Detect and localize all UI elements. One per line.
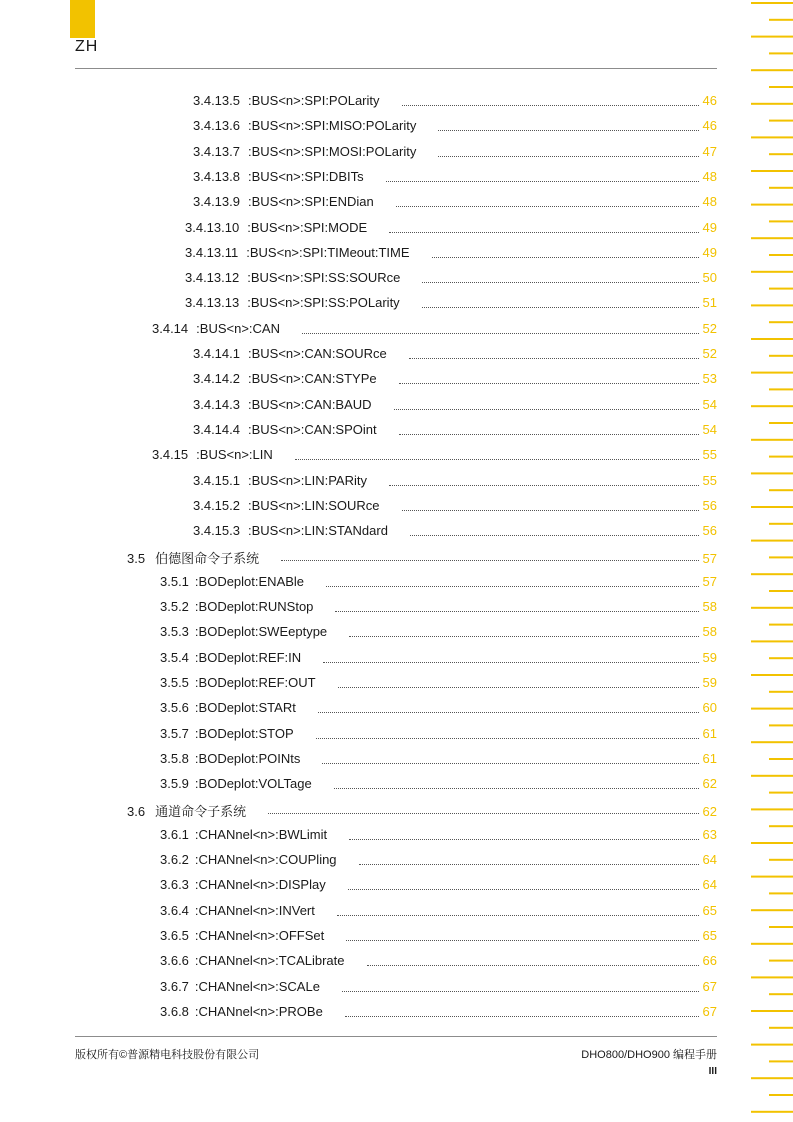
toc-title: :BODeplot:POINts	[194, 750, 301, 766]
toc-entry[interactable]	[185, 295, 717, 313]
toc-title: :BUS<n>:CAN:STYPe	[248, 371, 377, 387]
toc-leader-dots	[396, 194, 699, 207]
toc-title: :BUS<n>:SPI:SS:POLarity	[247, 295, 400, 311]
toc-page-number[interactable]: 59	[702, 674, 717, 690]
toc-leader-dots	[422, 270, 699, 283]
toc-entry[interactable]	[185, 270, 717, 288]
toc-number: 3.4.13.6	[193, 118, 240, 134]
header-rule	[75, 68, 717, 69]
toc-entry[interactable]	[160, 928, 717, 946]
toc-leader-dots	[409, 346, 699, 359]
toc-page-number[interactable]: 62	[702, 776, 717, 792]
toc-number: 3.4.13.7	[193, 143, 240, 159]
toc-number: 3.6.7	[160, 978, 189, 994]
toc-number: 3.4.13.13	[185, 295, 240, 311]
toc-leader-dots	[359, 852, 699, 865]
toc-leader-dots	[394, 397, 699, 410]
toc-page-number[interactable]: 49	[702, 219, 717, 235]
toc-page-number[interactable]: 55	[702, 447, 717, 463]
toc-title: :CHANnel<n>:TCALibrate	[194, 953, 345, 969]
toc-number: 3.6.8	[160, 1003, 189, 1019]
toc-entry[interactable]	[127, 548, 717, 566]
toc-page-number[interactable]: 64	[702, 877, 717, 893]
toc-leader-dots	[318, 700, 699, 713]
toc-entry[interactable]	[193, 371, 717, 389]
toc-number: 3.5.6	[160, 700, 189, 716]
toc-page-number[interactable]: 58	[702, 599, 717, 614]
toc-title: :BUS<n>:CAN	[196, 320, 280, 336]
toc-page-number[interactable]: 67	[702, 978, 717, 994]
decorative-stripes	[751, 0, 793, 1122]
toc-leader-dots	[349, 624, 699, 637]
toc-leader-dots	[386, 169, 699, 182]
toc-leader-dots	[349, 827, 699, 840]
toc-leader-dots	[438, 144, 699, 157]
toc-title: :BUS<n>:LIN:SOURce	[248, 497, 380, 513]
toc-leader-dots	[432, 245, 699, 258]
toc-entry[interactable]	[193, 498, 717, 516]
toc-entry[interactable]	[152, 447, 717, 465]
page-number: III	[708, 1066, 717, 1077]
toc-leader-dots	[334, 776, 699, 789]
toc-title: :BUS<n>:LIN	[196, 447, 273, 463]
toc-title: :BUS<n>:SPI:MISO:POLarity	[248, 118, 417, 134]
toc-page-number[interactable]: 59	[702, 649, 717, 665]
toc-page-number[interactable]: 66	[702, 953, 717, 969]
toc-entry[interactable]	[160, 675, 717, 693]
toc-page-number[interactable]: 48	[702, 168, 717, 184]
toc-page-number[interactable]: 64	[702, 852, 717, 867]
toc-page-number[interactable]: 60	[702, 700, 717, 716]
toc-number: 3.4.14.1	[193, 346, 240, 361]
toc-title: :BUS<n>:CAN:SPOint	[248, 421, 377, 437]
toc-number: 3.4.15.2	[193, 497, 240, 513]
toc-entry[interactable]	[185, 220, 717, 238]
toc-page-number[interactable]: 67	[702, 1003, 717, 1019]
toc-title: :BUS<n>:SPI:POLarity	[248, 93, 380, 108]
toc-leader-dots	[367, 953, 700, 966]
toc-number: 3.4.14.2	[193, 371, 240, 387]
toc-title: :CHANnel<n>:COUPling	[194, 852, 337, 867]
toc-title: :BODeplot:ENABle	[194, 573, 305, 589]
toc-entry[interactable]	[193, 118, 717, 136]
toc-number: 3.5.1	[160, 573, 189, 589]
toc-leader-dots	[389, 473, 699, 486]
toc-entry[interactable]	[160, 776, 717, 794]
toc-leader-dots	[402, 93, 699, 106]
toc-number: 3.6.6	[160, 953, 189, 969]
toc-number: 3.4.13.5	[193, 93, 240, 108]
toc-page-number[interactable]: 62	[702, 804, 717, 820]
toc-number: 3.4.13.10	[185, 219, 240, 235]
toc-title: 通道命令子系统	[155, 804, 247, 820]
footer-rule	[75, 1036, 717, 1037]
toc-page-number[interactable]: 63	[702, 826, 717, 842]
toc-page-number[interactable]: 55	[702, 472, 717, 488]
toc-leader-dots	[323, 650, 699, 663]
toc-title: :BODeplot:VOLTage	[194, 776, 312, 792]
toc-page-number[interactable]: 47	[702, 143, 717, 159]
toc-leader-dots	[302, 321, 699, 334]
toc-entry[interactable]	[160, 877, 717, 895]
toc-page-number[interactable]: 54	[702, 421, 717, 437]
toc-number: 3.5.4	[160, 649, 189, 665]
toc-page-number[interactable]: 49	[702, 244, 717, 260]
toc-title: :CHANnel<n>:BWLimit	[194, 826, 328, 842]
toc-number: 3.4.13.9	[193, 194, 240, 210]
toc-entry[interactable]	[160, 903, 717, 921]
toc-number: 3.5.8	[160, 750, 189, 766]
copyright-text: 版权所有©普源精电科技股份有限公司	[75, 1049, 260, 1061]
toc-title: :BUS<n>:SPI:ENDian	[248, 194, 374, 210]
toc-number: 3.4.15.1	[193, 472, 240, 488]
toc-page-number[interactable]: 58	[702, 624, 717, 640]
toc-title: :BODeplot:STARt	[194, 700, 296, 716]
toc-title: :BODeplot:REF:OUT	[194, 674, 316, 690]
toc-number: 3.4.13.12	[185, 270, 240, 286]
toc-number: 3.4.14	[152, 320, 189, 336]
toc-entry[interactable]	[193, 169, 717, 187]
toc-number: 3.6.2	[160, 852, 189, 867]
toc-leader-dots	[438, 118, 699, 131]
toc-number: 3.6	[127, 804, 146, 820]
toc-page-number[interactable]: 46	[702, 93, 717, 108]
toc-entry[interactable]	[193, 93, 717, 111]
toc-page-number[interactable]: 61	[702, 725, 717, 741]
toc-number: 3.5.7	[160, 725, 189, 741]
toc-entry[interactable]	[160, 599, 717, 617]
toc-title: :BUS<n>:CAN:BAUD	[248, 396, 372, 412]
toc-title: :BUS<n>:CAN:SOURce	[248, 346, 387, 361]
toc-title: :BUS<n>:LIN:STANdard	[248, 523, 388, 539]
toc-leader-dots	[422, 295, 699, 308]
toc-page-number[interactable]: 54	[702, 396, 717, 412]
toc-leader-dots	[402, 498, 700, 511]
toc-entry[interactable]	[152, 321, 717, 339]
toc-page-number[interactable]: 61	[702, 750, 717, 766]
toc-title: :BUS<n>:LIN:PARity	[248, 472, 367, 488]
toc-title: :BUS<n>:SPI:SS:SOURce	[247, 270, 401, 286]
toc-entry[interactable]	[160, 751, 717, 769]
toc-number: 3.6.4	[160, 902, 189, 918]
toc-entry[interactable]	[160, 574, 717, 592]
toc-number: 3.4.14.4	[193, 421, 240, 437]
toc-entry[interactable]	[160, 979, 717, 997]
toc-page-number[interactable]: 51	[702, 295, 717, 311]
toc-page-number[interactable]: 53	[702, 371, 717, 387]
toc-leader-dots	[342, 979, 699, 992]
toc-leader-dots	[326, 574, 699, 587]
toc-entry[interactable]	[193, 144, 717, 162]
toc-number: 3.4.15.3	[193, 523, 240, 539]
toc-leader-dots	[346, 928, 699, 941]
toc-entry[interactable]	[160, 624, 717, 642]
toc-entry[interactable]	[160, 953, 717, 971]
toc-title: :BODeplot:RUNStop	[194, 599, 314, 614]
toc-number: 3.4.13.8	[193, 168, 240, 184]
toc-number: 3.5.5	[160, 674, 189, 690]
yellow-corner-tab	[70, 0, 95, 38]
toc-leader-dots	[268, 801, 699, 814]
toc-title: :BUS<n>:SPI:TIMeout:TIME	[246, 244, 410, 260]
toc-entry[interactable]	[160, 700, 717, 718]
toc-title: :BODeplot:SWEeptype	[194, 624, 328, 640]
toc-leader-dots	[410, 523, 699, 536]
toc-page-number[interactable]: 50	[702, 270, 717, 286]
toc-title: :CHANnel<n>:PROBe	[194, 1003, 323, 1019]
toc-entry[interactable]	[193, 194, 717, 212]
toc-number: 3.5.2	[160, 599, 189, 614]
toc-entry[interactable]	[160, 650, 717, 668]
toc-leader-dots	[316, 726, 699, 739]
toc-title: 伯德图命令子系统	[155, 551, 260, 567]
toc-title: :BODeplot:REF:IN	[194, 649, 302, 665]
toc-entry[interactable]	[193, 346, 717, 364]
toc-page-number[interactable]: 65	[702, 927, 717, 943]
toc-title: :BUS<n>:SPI:DBITs	[248, 168, 364, 184]
toc-number: 3.4.13.11	[185, 244, 239, 260]
toc-title: :BODeplot:STOP	[194, 725, 294, 741]
language-label: ZH	[75, 38, 99, 55]
toc-number: 3.6.5	[160, 927, 189, 943]
toc-page-number[interactable]: 65	[702, 902, 717, 918]
toc-entry[interactable]	[160, 1004, 717, 1022]
toc-leader-dots	[295, 447, 699, 460]
toc-page-number[interactable]: 57	[702, 573, 717, 589]
toc-entry[interactable]	[160, 726, 717, 744]
toc-page-number[interactable]: 57	[702, 551, 717, 567]
toc-leader-dots	[322, 751, 699, 764]
toc-number: 3.4.14.3	[193, 396, 240, 412]
toc-page-number[interactable]: 46	[702, 118, 717, 134]
toc-leader-dots	[345, 1004, 699, 1017]
toc-title: :BUS<n>:SPI:MOSI:POLarity	[248, 143, 417, 159]
toc-page-number[interactable]: 56	[702, 523, 717, 539]
toc-number: 3.5.3	[160, 624, 189, 640]
toc-number: 3.6.1	[160, 826, 189, 842]
toc-leader-dots	[389, 220, 699, 233]
toc-title: :CHANnel<n>:SCALe	[194, 978, 320, 994]
toc-number: 3.6.3	[160, 877, 189, 893]
toc-entry[interactable]	[160, 852, 717, 870]
toc-entry[interactable]	[127, 801, 717, 819]
toc-page-number[interactable]: 56	[702, 497, 717, 513]
toc-leader-dots	[399, 371, 699, 384]
manual-title: DHO800/DHO900 编程手册	[581, 1049, 717, 1061]
toc-page-number[interactable]: 48	[702, 194, 717, 210]
toc-page-number[interactable]: 52	[702, 346, 717, 361]
toc-entry[interactable]	[193, 473, 717, 491]
toc-leader-dots	[338, 675, 699, 688]
toc-entry[interactable]	[160, 827, 717, 845]
toc-title: :BUS<n>:SPI:MODE	[247, 219, 368, 235]
toc-number: 3.4.15	[152, 447, 189, 463]
toc-leader-dots	[337, 903, 699, 916]
toc-entry[interactable]	[193, 523, 717, 541]
toc-title: :CHANnel<n>:OFFSet	[194, 927, 325, 943]
toc-number: 3.5	[127, 551, 146, 567]
toc-number: 3.5.9	[160, 776, 189, 792]
toc-leader-dots	[281, 548, 699, 561]
toc-leader-dots	[399, 422, 699, 435]
toc-leader-dots	[335, 599, 699, 612]
toc-entry[interactable]	[193, 397, 717, 415]
toc-entry[interactable]	[193, 422, 717, 440]
toc-page-number[interactable]: 52	[702, 320, 717, 336]
toc-title: :CHANnel<n>:INVert	[194, 902, 315, 918]
toc-entry[interactable]	[185, 245, 717, 263]
toc-leader-dots	[348, 877, 699, 890]
toc-title: :CHANnel<n>:DISPlay	[194, 877, 326, 893]
